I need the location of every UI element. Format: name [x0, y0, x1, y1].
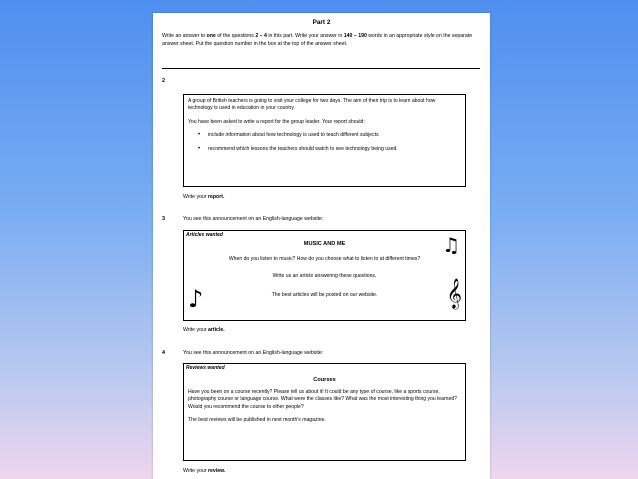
- q3-heading: MUSIC AND ME: [303, 241, 346, 247]
- q2-bullet-1-text: include information about how technology is used to teach different subjects: [208, 132, 379, 139]
- write-type: article.: [207, 327, 225, 333]
- q2-paragraph-1: A group of British teachers is going to visit your college for two days. The aim of their trip is to learn about how technology is used in education in your country.: [188, 98, 436, 112]
- q3-intro: You see this announcement on an English-language website:: [183, 216, 324, 222]
- q4-paragraph-1: Have you been on a course recently? Please tell us about it! It could be any type of course, like a sports course, photography course or language course. What were the classes like? What was the most interesting thing you learned? Would you recommend the course to other people?: [188, 389, 457, 410]
- q3-line-2: Write us an article answering these questions.: [272, 273, 377, 279]
- q2-write-instruction: [183, 194, 224, 200]
- page-title: Part 2: [312, 19, 331, 26]
- write-prefix: Write your: [183, 468, 208, 474]
- q3-write-instruction: [183, 327, 225, 333]
- write-prefix: Write your: [183, 327, 208, 333]
- q4-paragraph-2: The best reviews will be published in next month's magazine.: [188, 417, 326, 424]
- question-number-3: 3: [162, 216, 165, 222]
- music-note-icon: ♪: [188, 285, 204, 313]
- instructions: [162, 33, 480, 48]
- q3-line-3: The best articles will be posted on our website.: [271, 292, 378, 298]
- instructions-text: of the questions: [215, 33, 256, 39]
- divider: [162, 68, 480, 69]
- instructions-bold: one: [206, 33, 216, 39]
- q4-intro: You see this announcement on an English-language website:: [183, 350, 324, 356]
- instructions-bold: 2 – 4: [255, 33, 267, 39]
- bullet-icon: •: [198, 145, 201, 152]
- instructions-text: Write an answer to: [162, 33, 207, 39]
- question-3-box: [183, 230, 466, 321]
- instructions-text: in this part. Write your answer in: [266, 33, 344, 39]
- write-prefix: Write your: [183, 194, 208, 200]
- q4-write-instruction: [183, 468, 225, 474]
- q2-bullet-1: [198, 132, 461, 139]
- write-type: report.: [207, 194, 225, 200]
- q2-bullet-2-text: recommend which lessons the teachers should watch to see technology being used.: [208, 145, 398, 152]
- instructions-bold: 140 – 190: [343, 33, 367, 39]
- exam-page: [153, 13, 490, 479]
- instructions-text: words in an appropriate style on the separate answer sheet. Put the question number in the box at the top of the answer sheet.: [162, 33, 473, 47]
- q2-paragraph-2: You have been asked to write a report for the group leader. Your report should:: [188, 118, 365, 125]
- bullet-icon: •: [198, 132, 201, 139]
- write-type: review.: [207, 468, 226, 474]
- treble-clef-icon: 𝄞: [446, 279, 462, 309]
- question-number-4: 4: [162, 350, 165, 356]
- music-note-icon: ♫: [442, 233, 460, 257]
- q4-heading: Courses: [313, 377, 336, 383]
- q4-box-label: Reviews wanted: [186, 365, 225, 371]
- q3-line-1: When do you listen to music? How do you choose what to listen to at different times?: [228, 256, 421, 262]
- q2-bullet-2: [198, 146, 461, 153]
- question-number-2: 2: [162, 78, 165, 84]
- question-2-box: [183, 94, 466, 187]
- question-4-box: [183, 363, 466, 461]
- q3-box-label: Articles wanted: [186, 232, 223, 238]
